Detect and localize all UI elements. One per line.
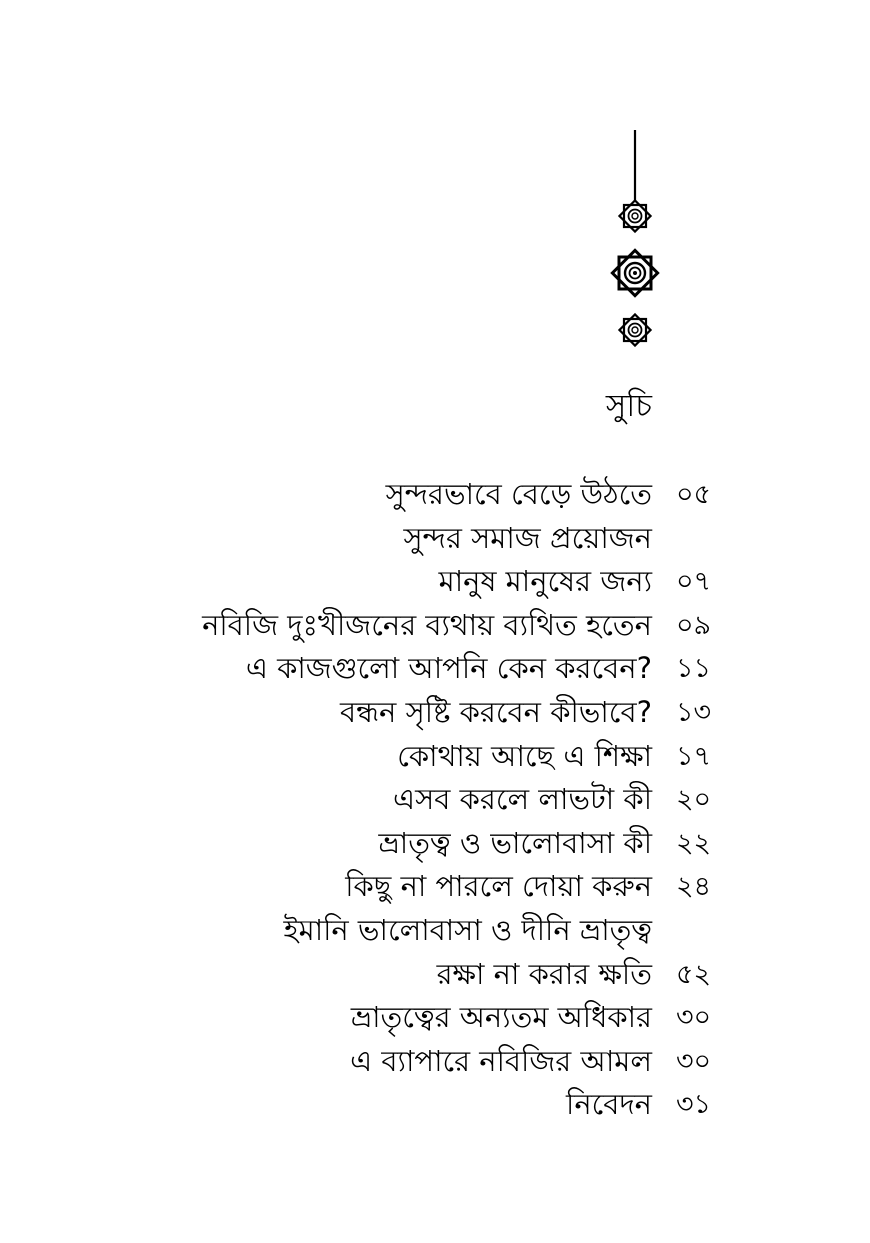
toc-page-number: ০৫ [676, 479, 712, 510]
toc-page-number: ৩০ [676, 1045, 712, 1077]
toc-entry[interactable] [0, 647, 870, 691]
toc-title: বন্ধন সৃষ্টি করবেন কীভাবে? [339, 694, 652, 729]
toc-title: কিছু না পারলে দোয়া করুন [345, 869, 652, 904]
toc-entry[interactable] [0, 909, 870, 953]
toc-page-number: ৫২ [676, 958, 712, 990]
toc-page-number: ২৪ [676, 871, 712, 903]
toc-page-number: ৩০ [676, 1002, 712, 1034]
table-of-contents [0, 473, 870, 1127]
toc-page-number: ২০ [676, 784, 712, 816]
toc-page-number: ০৭ [676, 566, 712, 598]
toc-entry[interactable] [0, 735, 870, 779]
ornament-icon [600, 130, 670, 350]
toc-entry[interactable] [0, 473, 870, 517]
toc-page-number: ২২ [676, 827, 712, 859]
toc-title: ইমানি ভালোবাসা ও দীনি ভ্রাতৃত্ব [283, 912, 652, 947]
toc-title: ভ্রাতৃত্বের অন্যতম অধিকার [350, 1000, 652, 1035]
toc-page-number: ১৩ [676, 696, 712, 728]
toc-entry[interactable] [0, 953, 870, 997]
page-title: সুচি [605, 388, 652, 424]
toc-page-number: ১৭ [676, 740, 712, 772]
toc-page-number: ০৯ [676, 609, 712, 641]
toc-page-number: ১১ [676, 653, 712, 685]
toc-entry[interactable] [0, 865, 870, 909]
toc-entry[interactable] [0, 560, 870, 604]
toc-title: সুন্দরভাবে বেড়ে উঠতে [385, 477, 652, 511]
toc-entry[interactable] [0, 691, 870, 735]
toc-title: এ ব্যাপারে নবিজির আমল [350, 1043, 652, 1078]
toc-title: রক্ষা না করার ক্ষতি [436, 956, 652, 991]
toc-entry[interactable] [0, 604, 870, 648]
toc-entry[interactable] [0, 778, 870, 822]
toc-entry[interactable] [0, 822, 870, 866]
toc-title: ভ্রাতৃত্ব ও ভালোবাসা কী [378, 825, 652, 860]
toc-title: নিবেদন [566, 1087, 652, 1122]
toc-entry[interactable] [0, 517, 870, 561]
toc-page-number: ৩১ [676, 1089, 712, 1121]
toc-entry[interactable] [0, 996, 870, 1040]
toc-title: এ কাজগুলো আপনি কেন করবেন? [245, 651, 652, 686]
toc-title: এসব করলে লাভটা কী [393, 782, 652, 817]
toc-entry[interactable] [0, 1040, 870, 1084]
toc-entry[interactable] [0, 1083, 870, 1127]
toc-title: মানুষ মানুষের জন্য [438, 564, 652, 599]
toc-title: কোথায় আছে এ শিক্ষা [397, 738, 652, 773]
toc-title: নবিজি দুঃখীজনের ব্যথায় ব্যথিত হতেন [202, 607, 652, 642]
toc-title: সুন্দর সমাজ প্রয়োজন [403, 520, 652, 555]
